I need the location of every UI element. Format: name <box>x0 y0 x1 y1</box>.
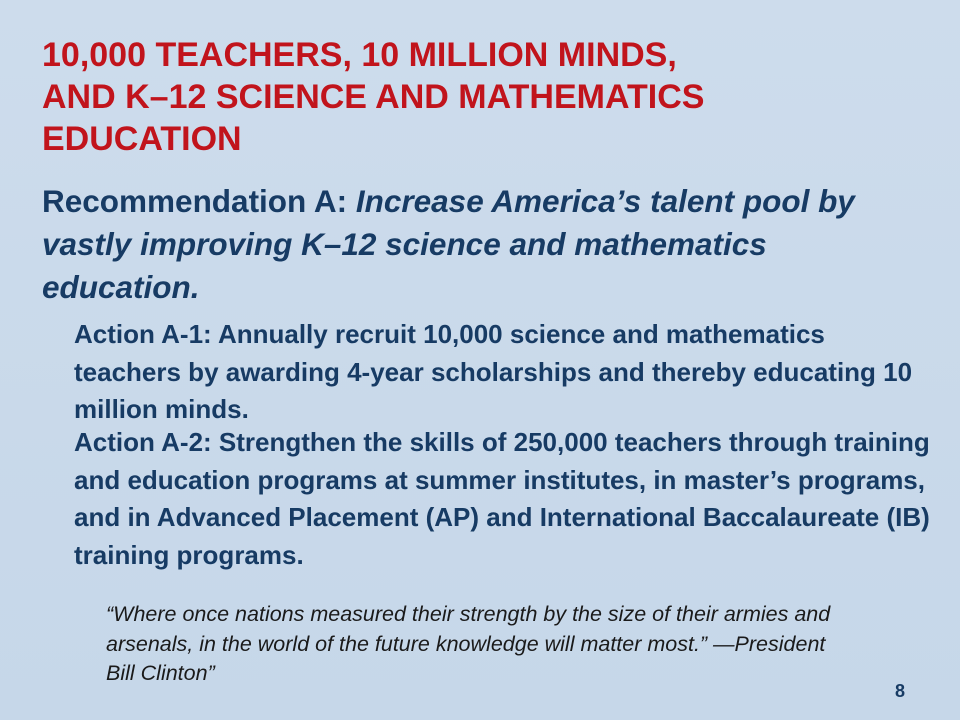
page-number: 8 <box>894 681 905 701</box>
recommendation <box>42 180 922 309</box>
action-a2: Action A-2: Strengthen the skills of 250,000 teachers through training and education programs at summer institutes, in master’s programs, and in Advanced Placement (AP) and International Baccalaureate (IB) training programs. <box>74 427 930 570</box>
recommendation-label: Recommendation A: <box>42 183 356 219</box>
slide-title <box>42 34 922 160</box>
action-a1: Action A-1: Annually recruit 10,000 science and mathematics teachers by awarding 4-year scholarships and thereby educating 10 million minds. <box>74 319 913 424</box>
title-line: 10,000 TEACHERS, 10 MILLION MINDS, <box>42 36 677 74</box>
title-line: EDUCATION <box>42 120 242 158</box>
recommendation-text: Increase America’s talent pool by vastly improving K–12 science and mathematics education. <box>42 183 855 305</box>
clinton-quote: “Where once nations measured their strength by the size of their armies and arsenals, in the world of the future knowledge will matter most.” —President Bill Clinton” <box>106 602 831 685</box>
title-line: AND K–12 SCIENCE AND MATHEMATICS <box>42 78 705 116</box>
